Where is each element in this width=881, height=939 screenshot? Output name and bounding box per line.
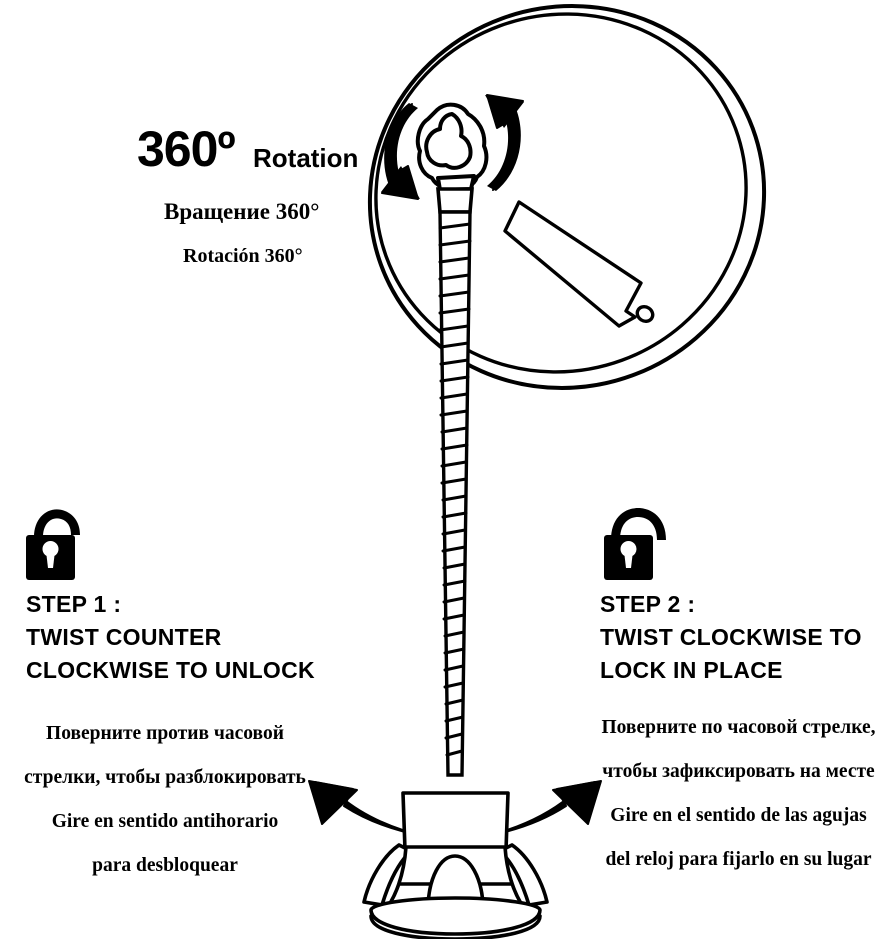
heading-russian: Вращение 360° [164,199,320,224]
upper-shaft [438,189,472,212]
step-2-headline [600,588,862,687]
step-2-russian-line-2: чтобы зафиксировать на месте [602,761,875,782]
step-1-headline-line-1: TWIST COUNTER [26,624,222,650]
collar [403,793,508,850]
step-2-spanish-line-2: del reloj para fijarlo en su lugar [605,849,872,870]
unlock-icon [26,509,80,580]
step-1-title: STEP 1 : [26,591,122,617]
heading-rotation-label: Rotation [253,143,359,173]
step-2-title: STEP 2 : [600,591,696,617]
step-1-headline-line-2: CLOCKWISE TO UNLOCK [26,657,315,683]
suction-cup-base [364,845,547,939]
step-2-russian-line-1: Поверните по часовой стрелке, [601,717,876,738]
step-1-russian-line-2: стрелки, чтобы разблокировать [24,767,306,788]
lock-icon [604,508,666,580]
step-1-russian-line-1: Поверните против часовой [46,723,284,744]
mirror-disc [316,0,818,443]
step-1-spanish-line-2: para desbloquear [92,855,238,876]
heading-degrees: 360º [137,121,235,177]
step-2-body [596,706,881,882]
step-2-headline-line-1: TWIST CLOCKWISE TO [600,624,862,650]
step-1-spanish-line-1: Gire en sentido antihorario [51,811,279,832]
heading-spanish: Rotación 360° [183,245,303,267]
mirror-inner-outline [325,0,796,424]
step-1-body [0,712,330,888]
step-1-headline [26,588,315,687]
step-2-headline-line-2: LOCK IN PLACE [600,657,783,683]
step-2-spanish-line-1: Gire en el sentido de las agujas [610,805,867,826]
